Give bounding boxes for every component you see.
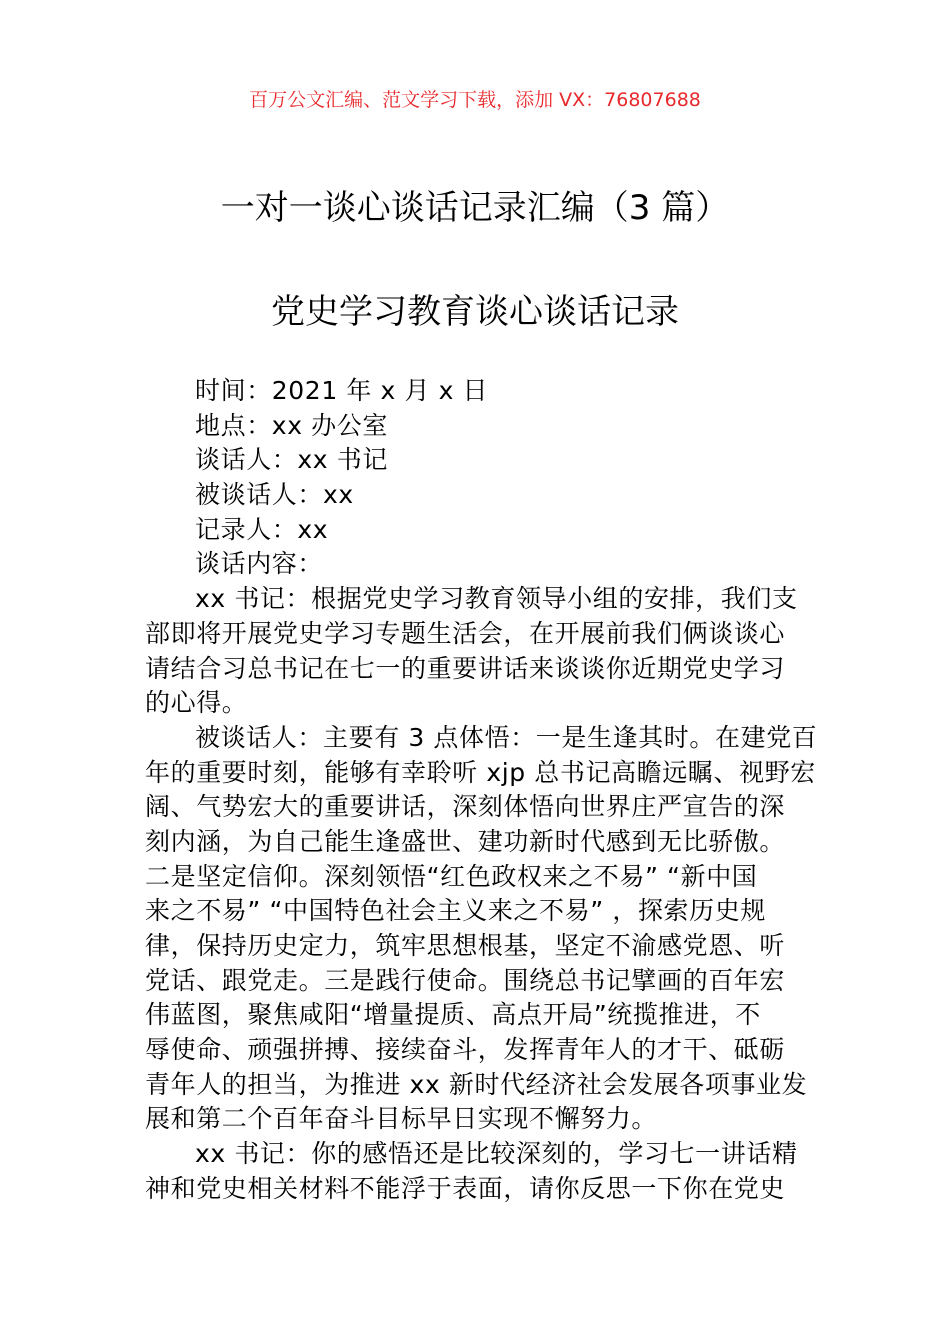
paragraph-line: 来之不易” “中国特色社会主义来之不易” ，探索历史规 bbox=[145, 896, 766, 926]
info-time: 时间：2021 年 x 月 x 日 bbox=[195, 376, 489, 405]
paragraph-line: 伟蓝图，聚焦咸阳“增量提质、高点开局”统揽推进，不 bbox=[145, 1000, 761, 1030]
info-interviewer: 谈话人：xx 书记 bbox=[195, 445, 388, 475]
download-banner: 百万公文汇编、范文学习下载，添加 VX：76807688 bbox=[249, 89, 701, 111]
paragraph-line: 展和第二个百年奋斗目标早日实现不懈努力。 bbox=[145, 1104, 658, 1134]
info-recorder: 记录人：xx bbox=[195, 514, 329, 544]
info-interviewee: 被谈话人：xx bbox=[195, 480, 354, 510]
paragraph-line: 辱使命、顽强拼搏、接续奋斗，发挥青年人的才干、砥砺 bbox=[145, 1035, 786, 1065]
paragraph-line: 请结合习总书记在七一的重要讲话来谈谈你近期党史学习 bbox=[145, 653, 786, 683]
paragraph-line: 神和党史相关材料不能浮于表面，请你反思一下你在党史 bbox=[145, 1173, 786, 1203]
paragraph bbox=[145, 721, 825, 1137]
paragraph-line: 二是坚定信仰。深刻领悟“红色政权来之不易” “新中国 bbox=[145, 861, 758, 891]
document-title: 一对一谈心谈话记录汇编（3 篇） bbox=[220, 188, 730, 228]
paragraph-line: 刻内涵，为自己能生逢盛世、建功新时代感到无比骄傲。 bbox=[145, 826, 786, 856]
paragraph-line: 的心得。 bbox=[145, 688, 248, 718]
paragraph-line: 阔、气势宏大的重要讲话，深刻体悟向世界庄严宣告的深 bbox=[145, 792, 786, 822]
paragraph-line: xx 书记：根据党史学习教育领导小组的安排，我们支 bbox=[195, 584, 798, 614]
paragraph-line: xx 书记：你的感悟还是比较深刻的，学习七一讲话精 bbox=[195, 1139, 798, 1169]
paragraph bbox=[145, 582, 825, 721]
paragraph bbox=[145, 1137, 825, 1206]
paragraph-line: 青年人的担当，为推进 xx 新时代经济社会发展各项事业发 bbox=[145, 1069, 808, 1099]
meeting-info bbox=[145, 374, 825, 582]
document-body bbox=[145, 374, 825, 1207]
paragraph-line: 被谈话人：主要有 3 点体悟：一是生逢其时。在建党百 bbox=[195, 722, 818, 752]
paragraph-line: 部即将开展党史学习专题生活会，在开展前我们俩谈谈心 bbox=[145, 618, 786, 648]
paragraph-line: 年的重要时刻，能够有幸聆听 xjp 总书记高瞻远瞩、视野宏 bbox=[145, 757, 816, 787]
conversation-paragraphs bbox=[145, 582, 825, 1206]
info-location: 地点：xx 办公室 bbox=[195, 410, 388, 440]
info-content-label: 谈话内容： bbox=[195, 549, 324, 579]
paragraph-line: 律，保持历史定力，筑牢思想根基，坚定不渝感党恩、听 bbox=[145, 931, 786, 960]
section-title: 党史学习教育谈心谈话记录 bbox=[271, 292, 679, 332]
paragraph-line: 党话、跟党走。三是践行使命。围绕总书记擘画的百年宏 bbox=[145, 965, 786, 995]
